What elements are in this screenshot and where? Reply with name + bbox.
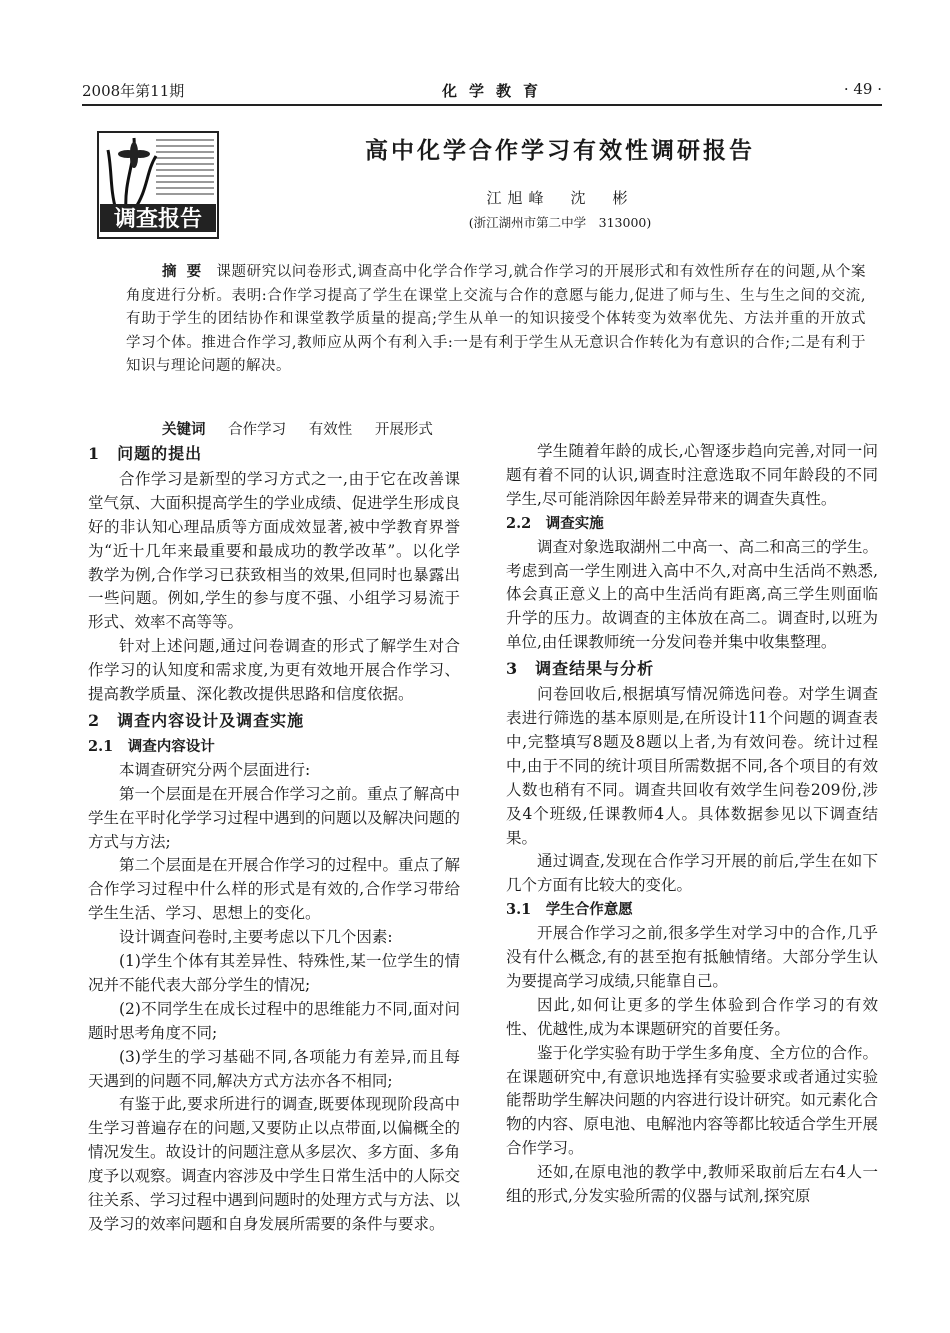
abstract <box>126 260 866 379</box>
paragraph: 开展合作学习之前,很多学生对学习中的合作,几乎没有什么概念,有的甚至抱有抵触情绪。大部分学生认为要提高学习成绩,只能靠自己。 <box>506 924 878 990</box>
survey-report-logo <box>96 130 220 240</box>
paragraph: 通过调查,发现在合作学习开展的前后,学生在如下几个方面有比较大的变化。 <box>506 852 878 895</box>
paragraph: 本调查研究分两个层面进行: <box>119 760 311 779</box>
keywords <box>162 418 433 439</box>
abstract-text: 课题研究以问卷形式,调查高中化学合作学习,就合作学习的开展形式和有效性所存在的问题,从个案角度进行分析。表明:合作学习提高了学生在课堂上交流与合作的意愿与能力,促进了师与生、生与生之间的交流,有助于学生的团结协作和课堂教学质量的提高;学生从单一的知识接受个体转变为效率优先、方法并重的开放式学习个体。推进合作学习,教师应从两个有利入手:一是有利于学生从无意识合作转化为有意识的合作;二是有利于知识与理论问题的解决。 <box>126 264 867 374</box>
paragraph: 调查对象选取湖州二中高一、高二和高三的学生。考虑到高一学生刚进入高中不久,对高中生活尚不熟悉,体会真正意义上的高中生活尚有距离,高三学生则面临升学的压力。故调查的主体放在高二。调查时,以班为单位,由任课教师统一分发问卷并集中收集整理。 <box>506 537 879 652</box>
paragraph: 针对上述问题,通过问卷调查的形式了解学生对合作学习的认知度和需求度,为更有效地开展合作学习、提高教学质量、深化教改提供思路和信度依据。 <box>88 637 460 704</box>
keyword: 合作学习 <box>228 422 287 438</box>
affiliation: (浙江湖州市第二中学 313000) <box>468 215 652 230</box>
paragraph: 学生随着年龄的成长,心智逐步趋向完善,对同一问题有着不同的认识,调查时注意选取不同年龄段的不同学生,尽可能消除因年龄差异带来的调查失真性。 <box>506 442 878 508</box>
paragraph: 合作学习是新型的学习方式之一,由于它在改善课堂气氛、大面积提高学生的学业成绩、促进学生形成良好的非认知心理品质等方面成效显著,被中学教育界誉为“近十几年来最重要和最成功的教学改革”。以化学教学为例,合作学习已获致相当的效果,但同时也暴露出一些问题。例如,学生的参与度不强、小组学习易流于形式、效率不高等等。 <box>88 469 461 632</box>
paragraph: 设计调查问卷时,主要考虑以下几个因素: <box>119 928 393 947</box>
keywords-label: 关键词 <box>162 421 206 438</box>
subsection-heading: 3.1 学生合作意愿 <box>506 901 633 919</box>
article-title: 高中化学合作学习有效性调研报告 <box>365 137 755 164</box>
running-header <box>82 80 882 104</box>
flower-icon <box>96 130 220 240</box>
section-heading: 3 调查结果与分析 <box>506 659 655 679</box>
page-number: · 49 · <box>843 80 882 98</box>
right-column <box>506 440 878 1209</box>
authors: 江旭峰 沈 彬 <box>486 189 634 207</box>
paragraph: 鉴于化学实验有助于学生多角度、全方位的合作。在课题研究中,有意识地选择有实验要求或者通过实验能帮助学生解决问题的内容进行设计研究。如元素化合物的内容、原电池、电解池内容等都比较适合学生开展合作学习。 <box>506 1043 879 1158</box>
paragraph: 还如,在原电池的教学中,教师采取前后左右4人一组的形式,分发实验所需的仪器与试剂,探究原 <box>506 1163 878 1206</box>
paragraph: 问卷回收后,根据填写情况筛选问卷。对学生调查表进行筛选的基本原则是,在所设计11个问题的调查表中,完整填写8题及8题以上者,为有效问卷。统计过程中,由于不同的统计项目所需数据不同,各个项目的有效人数也稍有不同。调查共回收有效学生问卷209份,涉及4个班级,任课教师4人。具体数据参见以下调查结果。 <box>506 685 878 847</box>
paragraph: 有鉴于此,要求所进行的调查,既要体现现阶段高中生学习普遍存在的问题,又要防止以点带面,以偏概全的情况发生。故设计的问题注意从多层次、多方面、多角度予以观察。调查内容涉及中学生日常生活中的人际交往关系、学习过程中遇到问题时的处理方式与方法、以及学习的效率问题和自身发展所需要的条件与要求。 <box>88 1095 461 1233</box>
subsection-heading: 2.2 调查实施 <box>506 514 604 532</box>
paragraph: (2)不同学生在成长过程中的思维能力不同,面对问题时思考角度不同; <box>88 999 460 1042</box>
keyword: 开展形式 <box>374 422 433 438</box>
paragraph: (3)学生的学习基础不同,各项能力有差异,而且每天遇到的问题不同,解决方式方法亦各不相同; <box>88 1047 460 1090</box>
subsection-heading: 2.1 调查内容设计 <box>88 737 215 755</box>
abstract-label: 摘要 <box>162 263 212 280</box>
paragraph: 第一个层面是在开展合作学习之前。重点了解高中学生在平时化学学习过程中遇到的问题以及解决问题的方式与方法; <box>88 784 461 851</box>
section-heading: 2 调查内容设计及调查实施 <box>88 710 305 730</box>
section-heading: 1 问题的提出 <box>88 444 203 463</box>
header-rule <box>82 104 882 106</box>
left-column <box>88 440 460 1237</box>
paragraph: (1)学生个体有其差异性、特殊性,某一位学生的情况并不能代表大部分学生的情况; <box>88 952 460 994</box>
paragraph: 因此,如何让更多的学生体验到合作学习的有效性、优越性,成为本课题研究的首要任务。 <box>506 995 878 1038</box>
issue-label: 2008年第11期 <box>82 82 185 100</box>
logo-text: 调查报告 <box>113 207 203 232</box>
paragraph: 第二个层面是在开展合作学习的过程中。重点了解合作学习过程中什么样的形式是有效的,合作学习带给学生生活、学习、思想上的变化。 <box>88 856 461 923</box>
journal-name: 化学教育 <box>442 82 551 100</box>
keyword: 有效性 <box>308 422 353 438</box>
